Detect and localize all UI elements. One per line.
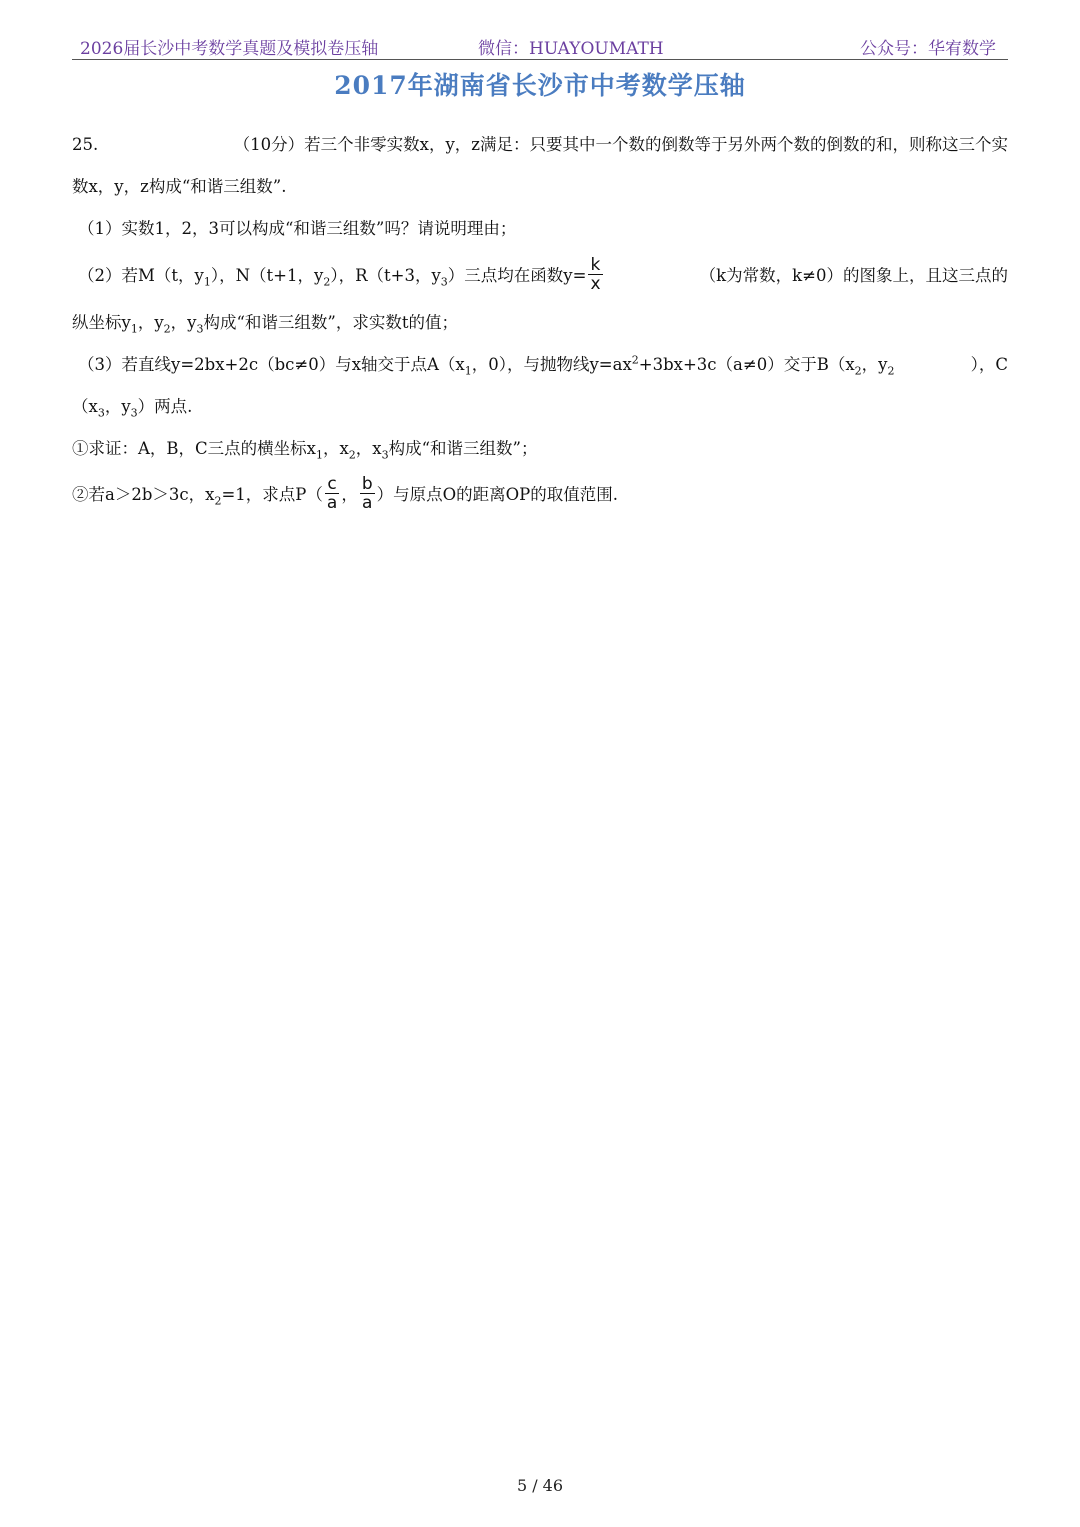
- header-collection-title: 2026届长沙中考数学真题及模拟卷压轴: [80, 39, 379, 59]
- seg: ，y: [137, 313, 164, 332]
- fraction-numerator: k: [588, 256, 602, 275]
- seg: ，: [341, 485, 358, 504]
- subscript: 2: [163, 322, 171, 336]
- subscript: 1: [464, 364, 472, 378]
- subscript: 3: [196, 322, 204, 336]
- fraction-denominator: a: [362, 493, 373, 513]
- seg: ，x: [322, 439, 349, 458]
- part-2-seg: ）三点均在函数y=: [447, 266, 587, 285]
- part-3-text: [78, 344, 894, 386]
- seg: =1，求点P（: [221, 485, 323, 504]
- part-2-text: [78, 250, 605, 302]
- seg: ，y: [104, 397, 131, 416]
- seg: +3bx+3c（a≠0）交于B（x: [638, 355, 855, 374]
- problem-intro-text-2: 数x，y，z构成“和谐三组数”.: [72, 177, 287, 196]
- problem-intro-line-2: [72, 166, 1008, 208]
- seg: 纵坐标y: [72, 313, 131, 332]
- sub-question-2: [72, 470, 1008, 520]
- superscript: 2: [631, 353, 639, 367]
- fraction-k-over-x: [588, 256, 602, 293]
- question-part-2-line-2: [72, 302, 1008, 344]
- fraction-c-over-a: [325, 475, 339, 512]
- page-title: 2017年湖南省长沙市中考数学压轴: [334, 71, 746, 100]
- fraction-numerator: c: [325, 475, 339, 494]
- seg: 构成“和谐三组数”；: [388, 439, 538, 458]
- subscript: 2: [348, 448, 356, 462]
- header-divider: [72, 59, 1008, 60]
- seg: ①求证：A，B，C三点的横坐标x: [72, 439, 316, 458]
- question-part-3: [72, 344, 1008, 386]
- seg: ，x: [355, 439, 382, 458]
- problem-intro-line-1: [72, 124, 1008, 166]
- subscript: 2: [323, 275, 331, 289]
- fraction-numerator: b: [361, 474, 373, 494]
- question-part-3-line-2: [72, 386, 1008, 428]
- subscript: 3: [130, 406, 138, 420]
- problem-intro-text: （10分）若三个非零实数x，y，z满足：只要其中一个数的倒数等于另外两个数的倒数的和，则称这三个实: [233, 135, 1008, 154]
- sub-question-1: [72, 428, 1008, 470]
- problem-body: [72, 124, 1008, 520]
- page-header: [72, 30, 1008, 60]
- subscript: 1: [203, 275, 211, 289]
- seg: （x: [72, 397, 98, 416]
- seg: ，y: [861, 355, 888, 374]
- seg: ②若a＞2b＞3c，x: [72, 485, 215, 504]
- subscript: 3: [381, 448, 389, 462]
- question-part-2: [72, 250, 1008, 302]
- problem-number: 25.: [72, 135, 99, 154]
- seg: 构成“和谐三组数”，求实数t的值；: [203, 313, 458, 332]
- part-2-seg-end: （k为常数，k≠0）的图象上，且这三点的: [699, 266, 1008, 285]
- header-official-account: 公众号：华宥数学: [860, 39, 996, 59]
- subscript: 1: [315, 448, 323, 462]
- subscript: 1: [130, 322, 138, 336]
- fraction-denominator: a: [326, 493, 338, 513]
- part-2-seg: ），R（t+3，y: [330, 266, 441, 285]
- part-1-text: （1）实数1，2，3可以构成“和谐三组数”吗？请说明理由；: [78, 219, 517, 238]
- seg: ）两点.: [137, 397, 193, 416]
- part-2-seg: （2）若M（t，y: [78, 266, 204, 285]
- subscript: 3: [97, 406, 105, 420]
- seg: ，0），与抛物线y=ax: [471, 355, 632, 374]
- seg: （3）若直线y=2bx+2c（bc≠0）与x轴交于点A（x: [78, 355, 465, 374]
- part-2-seg: ），N（t+1，y: [210, 266, 324, 285]
- header-wechat: 微信：HUAYOUMATH: [478, 39, 664, 59]
- seg-end: ），C: [970, 355, 1008, 374]
- subscript: 2: [214, 494, 222, 508]
- page-number: 5 / 46: [516, 1476, 564, 1495]
- subscript: 2: [887, 364, 895, 378]
- fraction-denominator: x: [590, 274, 601, 294]
- question-part-1: [72, 208, 1008, 250]
- seg: ，y: [170, 313, 197, 332]
- subscript: 2: [854, 364, 862, 378]
- subscript: 3: [440, 275, 448, 289]
- fraction-b-over-a: [360, 475, 375, 512]
- seg: ）与原点O的距离OP的取值范围.: [376, 485, 619, 504]
